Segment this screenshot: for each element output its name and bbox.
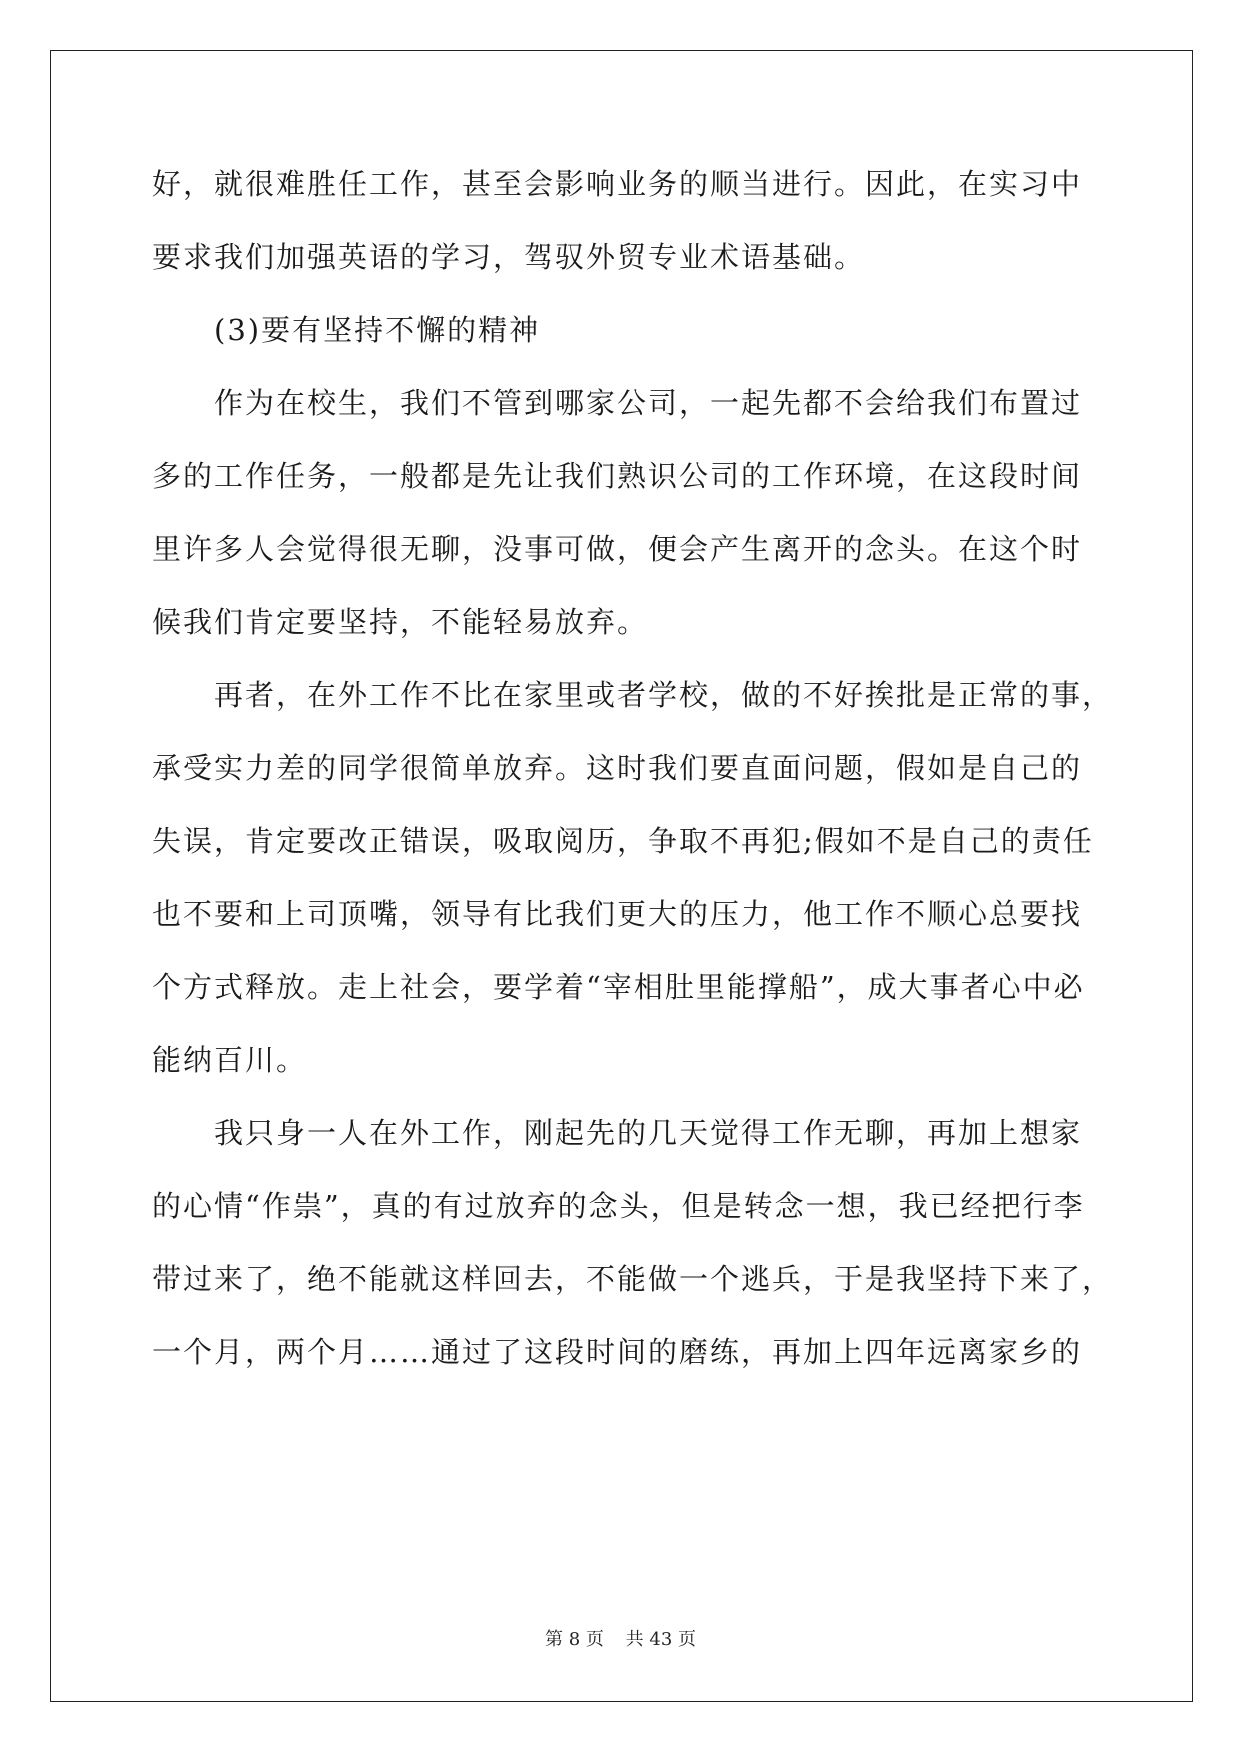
page-footer [0, 1628, 1241, 1652]
text-line: 候我们肯定要坚持，不能轻易放弃。 [152, 605, 649, 639]
text-line: 承受实力差的同学很简单放弃。这时我们要直面问题，假如是自己的 [152, 751, 1083, 785]
text-line: 也不要和上司顶嘴，领导有比我们更大的压力，他工作不顺心总要找 [152, 897, 1083, 931]
text-line: 能纳百川。 [152, 1043, 308, 1077]
text-line: 我只身一人在外工作，刚起先的几天觉得工作无聊，再加上想家 [214, 1116, 1083, 1150]
text-line: 要求我们加强英语的学习，驾驭外贸专业术语基础。 [152, 240, 866, 274]
text-line: 再者，在外工作不比在家里或者学校，做的不好挨批是正常的事， [214, 678, 1114, 712]
page-border [50, 50, 1193, 1702]
text-line: 一个月，两个月……通过了这段时间的磨练，再加上四年远离家乡的 [152, 1335, 1083, 1369]
text-line: 作为在校生，我们不管到哪家公司，一起先都不会给我们布置过 [214, 386, 1083, 420]
text-line: 个方式释放。走上社会，要学着“宰相肚里能撑船”，成大事者心中必 [152, 970, 1085, 1004]
text-line: 里许多人会觉得很无聊，没事可做，便会产生离开的念头。在这个时 [152, 532, 1083, 566]
page-number: 第 8 页 [545, 1629, 604, 1650]
text-line: 多的工作任务，一般都是先让我们熟识公司的工作环境，在这段时间 [152, 459, 1083, 493]
section-heading: (3)要有坚持不懈的精神 [214, 313, 541, 347]
text-line: 的心情“作祟”，真的有过放弃的念头，但是转念一想，我已经把行李 [152, 1189, 1085, 1223]
page-total: 共 43 页 [625, 1629, 696, 1650]
text-line: 带过来了，绝不能就这样回去，不能做一个逃兵，于是我坚持下来了， [152, 1262, 1114, 1296]
text-line: 好，就很难胜任工作，甚至会影响业务的顺当进行。因此，在实习中 [152, 167, 1083, 201]
text-line: 失误，肯定要改正错误，吸取阅历，争取不再犯;假如不是自己的责任 [152, 824, 1094, 858]
